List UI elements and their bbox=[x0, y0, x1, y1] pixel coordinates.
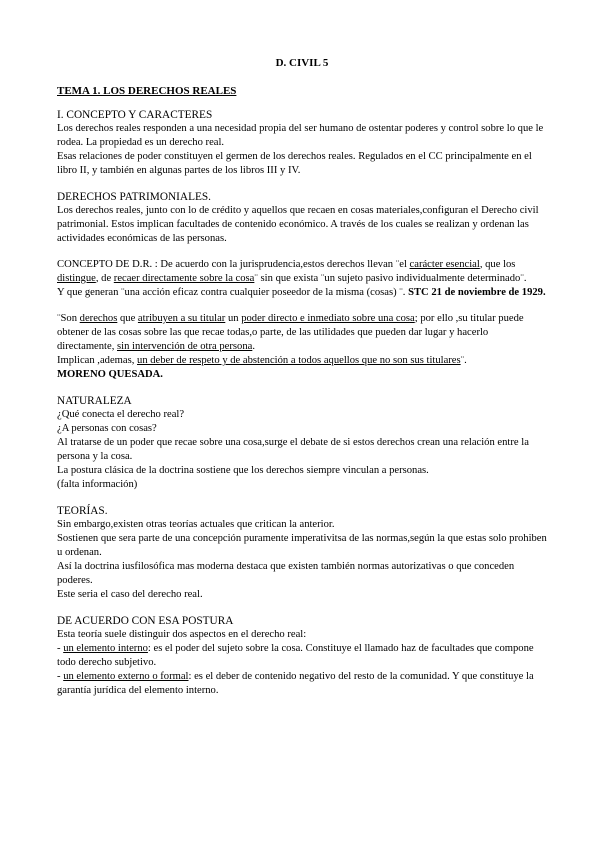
bold-citation: MORENO QUESADA. bbox=[57, 369, 163, 380]
underlined-text: carácter esencial bbox=[409, 259, 480, 270]
underlined-text: un deber de respeto y de abstención a todos aquellos que no son sus titulares bbox=[137, 355, 461, 366]
text: - bbox=[57, 671, 64, 682]
line: ¿Qué conecta el derecho real? bbox=[57, 409, 185, 420]
paragraph-concepto-dr bbox=[57, 258, 547, 286]
text: ; por ello ,su titular puede obtener de las cosas sobre las que recae todas,o parte, de las utilidades que pueden dar lugar y hacerlo directamente, bbox=[57, 313, 524, 352]
line: Esta teoría suele distinguir dos aspectos en el derecho real: bbox=[57, 629, 307, 640]
paragraph-definicion bbox=[57, 312, 547, 354]
underlined-text: distingue bbox=[57, 273, 96, 284]
paragraph-implican bbox=[57, 354, 547, 368]
text: , de bbox=[95, 273, 114, 284]
paragraph-stc bbox=[57, 286, 547, 300]
text: un bbox=[225, 313, 242, 324]
bold-citation: STC 21 de noviembre de 1929 bbox=[408, 287, 543, 298]
line: Sin embargo,existen otras teorías actuales que critican la anterior. bbox=[57, 519, 335, 530]
text: ¨ sin que exista ¨un sujeto pasivo individualmente determinado¨. bbox=[254, 273, 527, 284]
paragraph: Los derechos reales responden a una necesidad propia del ser humano de ostentar poderes y control sobre lo que le rodea. La propiedad es un derecho real. bbox=[57, 123, 544, 148]
document-page bbox=[57, 56, 547, 698]
line: Así la doctrina iusfilosófica mas moderna destaca que existen también normas autorizativas o que conceden poderes. bbox=[57, 561, 515, 586]
underlined-text: un elemento externo o formal bbox=[63, 671, 189, 682]
text: que bbox=[117, 313, 138, 324]
text: : es el poder del sujeto sobre la cosa. Constituye el llamado haz de facultades que compone todo derecho subjetivo. bbox=[57, 643, 534, 668]
text: . bbox=[252, 341, 255, 352]
line: (falta información) bbox=[57, 479, 138, 490]
section-heading-postura: DE ACUERDO CON ESA POSTURA bbox=[57, 615, 234, 627]
line: La postura clásica de la doctrina sostiene que los derechos siempre vinculan a personas. bbox=[57, 465, 429, 476]
line: Al tratarse de un poder que recae sobre una cosa,surge el debate de si estos derechos crean una relación entre la persona y la cosa. bbox=[57, 437, 529, 462]
text: - bbox=[57, 643, 64, 654]
document-title: D. CIVIL 5 bbox=[275, 57, 329, 69]
text: CONCEPTO DE D.R. : De acuerdo con la jurisprudencia,estos derechos llevan ¨el bbox=[57, 259, 410, 270]
text: , que los bbox=[479, 259, 516, 270]
tema-title: TEMA 1. LOS DERECHOS REALES bbox=[57, 85, 237, 97]
section-heading-naturaleza: NATURALEZA bbox=[57, 395, 132, 407]
section-heading-teorias: TEORÍAS. bbox=[57, 505, 108, 517]
underlined-text: sin intervención de otra persona bbox=[117, 341, 253, 352]
text: : es el deber de contenido negativo del resto de la comunidad. Y que constituye la garantía jurídica del elemento interno. bbox=[57, 671, 534, 696]
section-heading-concepto: I. CONCEPTO Y CARACTERES bbox=[57, 109, 213, 121]
line: Sostienen que sera parte de una concepción puramente imperativitsa de las normas,según la que estas solo prohiben u ordenan. bbox=[57, 533, 547, 558]
text: ¨Son bbox=[57, 313, 80, 324]
underlined-text: un elemento interno bbox=[63, 643, 148, 654]
line: Este seria el caso del derecho real. bbox=[57, 589, 203, 600]
line: ¿A personas con cosas? bbox=[57, 423, 157, 434]
text: . bbox=[542, 287, 546, 298]
section-heading-patrimoniales: DERECHOS PATRIMONIALES. bbox=[57, 191, 211, 203]
paragraph: Esas relaciones de poder constituyen el germen de los derechos reales. Regulados en el CC principalmente en el libro II, y también en algunas partes de los libros III y IV. bbox=[57, 151, 532, 176]
underlined-text: poder directo e inmediato sobre una cosa bbox=[241, 313, 415, 324]
text: Y que generan ¨una acción eficaz contra cualquier poseedor de la misma (cosas) ¨. bbox=[57, 287, 409, 298]
underlined-text: derechos bbox=[79, 313, 118, 324]
text: Implican ,ademas, bbox=[57, 355, 138, 366]
text: ¨. bbox=[460, 355, 467, 366]
list-item bbox=[57, 642, 547, 670]
paragraph: Los derechos reales, junto con lo de crédito y aquellos que recaen en cosas materiales,configuran el Derecho civil patrimonial. Estos implican facultades de contenido económico. A través de los cuales se realizan y ordenan las actividades económicas de las personas. bbox=[57, 205, 539, 244]
list-item bbox=[57, 670, 547, 698]
underlined-text: recaer directamente sobre la cosa bbox=[113, 273, 255, 284]
author-citation bbox=[57, 368, 547, 382]
underlined-text: atribuyen a su titular bbox=[137, 313, 226, 324]
